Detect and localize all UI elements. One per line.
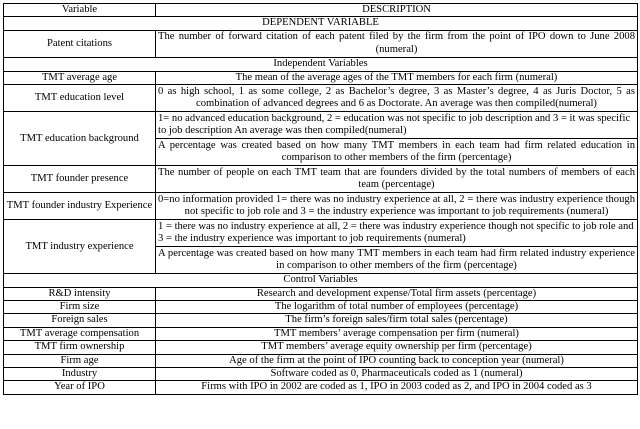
variable-tmt-education-level: TMT education level xyxy=(4,85,156,112)
description-tmt-founder-presence: The number of people on each TMT team that are founders divided by the total numbers of members of each team (percentage) xyxy=(156,166,638,193)
table-row xyxy=(4,327,638,340)
header-description: DESCRIPTION xyxy=(156,4,638,17)
variable-industry: Industry xyxy=(4,368,156,381)
description-tmt-education-background-1: 1= no advanced education background, 2 = education was not specific to job description and 3 = it was specific to job description An average was then compiled(numeral) xyxy=(156,112,638,139)
table-row xyxy=(4,341,638,354)
variable-tmt-industry-experience: TMT industry experience xyxy=(4,220,156,274)
description-foreign-sales: The firm’s foreign sales/firm total sales (percentage) xyxy=(156,314,638,327)
variable-tmt-founder-presence: TMT founder presence xyxy=(4,166,156,193)
section-dependent-variable: DEPENDENT VARIABLE xyxy=(4,17,638,30)
section-row-control xyxy=(4,274,638,287)
table-row xyxy=(4,166,638,193)
description-tmt-founder-industry-experience: 0=no information provided 1= there was no industry experience at all, 2 = there was industry experience though not specific to job role and 3 = the industry experience was important to job requirements (numeral) xyxy=(156,193,638,220)
variable-firm-age: Firm age xyxy=(4,354,156,367)
variable-foreign-sales: Foreign sales xyxy=(4,314,156,327)
description-industry: Software coded as 0, Pharmaceuticals coded as 1 (numeral) xyxy=(156,368,638,381)
table-row xyxy=(4,30,638,57)
table-row xyxy=(4,193,638,220)
description-firm-age: Age of the firm at the point of IPO counting back to conception year (numeral) xyxy=(156,354,638,367)
variable-firm-size: Firm size xyxy=(4,301,156,314)
variable-tmt-firm-ownership: TMT firm ownership xyxy=(4,341,156,354)
description-tmt-education-level: 0 as high school, 1 as some college, 2 as Bachelor’s degree, 3 as Master’s degree, 4 as Juris Doctor, 5 as combination of advanced degrees and 6 as Doctorate. An average was then compiled(numeral) xyxy=(156,85,638,112)
table-header-row xyxy=(4,4,638,17)
description-tmt-industry-experience-1: 1 = there was no industry experience at all, 2 = there was industry experience though not specific to job role and 3 = the industry experience was important to job requirements (numeral) xyxy=(156,220,638,247)
table-row xyxy=(4,112,638,139)
description-tmt-average-age: The mean of the average ages of the TMT members for each firm (numeral) xyxy=(156,71,638,84)
table-row xyxy=(4,368,638,381)
table-row xyxy=(4,354,638,367)
description-firm-size: The logarithm of total number of employees (percentage) xyxy=(156,301,638,314)
variable-patent-citations: Patent citations xyxy=(4,30,156,57)
description-year-of-ipo: Firms with IPO in 2002 are coded as 1, IPO in 2003 coded as 2, and IPO in 2004 coded as 3 xyxy=(156,381,638,394)
variables-table xyxy=(3,3,638,395)
section-row-independent xyxy=(4,57,638,71)
variable-tmt-average-age: TMT average age xyxy=(4,71,156,84)
description-tmt-industry-experience-2: A percentage was created based on how many TMT members in each team had firm related industry experience in comparison to other members of the firm (percentage) xyxy=(156,247,638,274)
table-row xyxy=(4,381,638,394)
variables-table-container xyxy=(3,3,638,395)
table-row xyxy=(4,287,638,300)
variable-year-of-ipo: Year of IPO xyxy=(4,381,156,394)
description-patent-citations: The number of forward citation of each patent filed by the firm from the point of IPO down to June 2008 (numeral) xyxy=(156,30,638,57)
variable-tmt-average-compensation: TMT average compensation xyxy=(4,327,156,340)
table-row xyxy=(4,220,638,247)
variable-tmt-founder-industry-experience: TMT founder industry Experience xyxy=(4,193,156,220)
description-tmt-average-compensation: TMT members’ average compensation per firm (numeral) xyxy=(156,327,638,340)
section-row-dependent xyxy=(4,17,638,30)
table-row xyxy=(4,314,638,327)
variable-tmt-education-background: TMT education background xyxy=(4,112,156,166)
table-row xyxy=(4,301,638,314)
description-tmt-education-background-2: A percentage was created based on how many TMT members in each team had firm related education in comparison to other members of the firm (percentage) xyxy=(156,139,638,166)
table-row xyxy=(4,71,638,84)
table-row xyxy=(4,85,638,112)
description-rd-intensity: Research and development expense/Total firm assets (percentage) xyxy=(156,287,638,300)
variable-rd-intensity: R&D intensity xyxy=(4,287,156,300)
section-independent-variables: Independent Variables xyxy=(4,57,638,71)
section-control-variables: Control Variables xyxy=(4,274,638,287)
header-variable: Variable xyxy=(4,4,156,17)
description-tmt-firm-ownership: TMT members’ average equity ownership per firm (percentage) xyxy=(156,341,638,354)
